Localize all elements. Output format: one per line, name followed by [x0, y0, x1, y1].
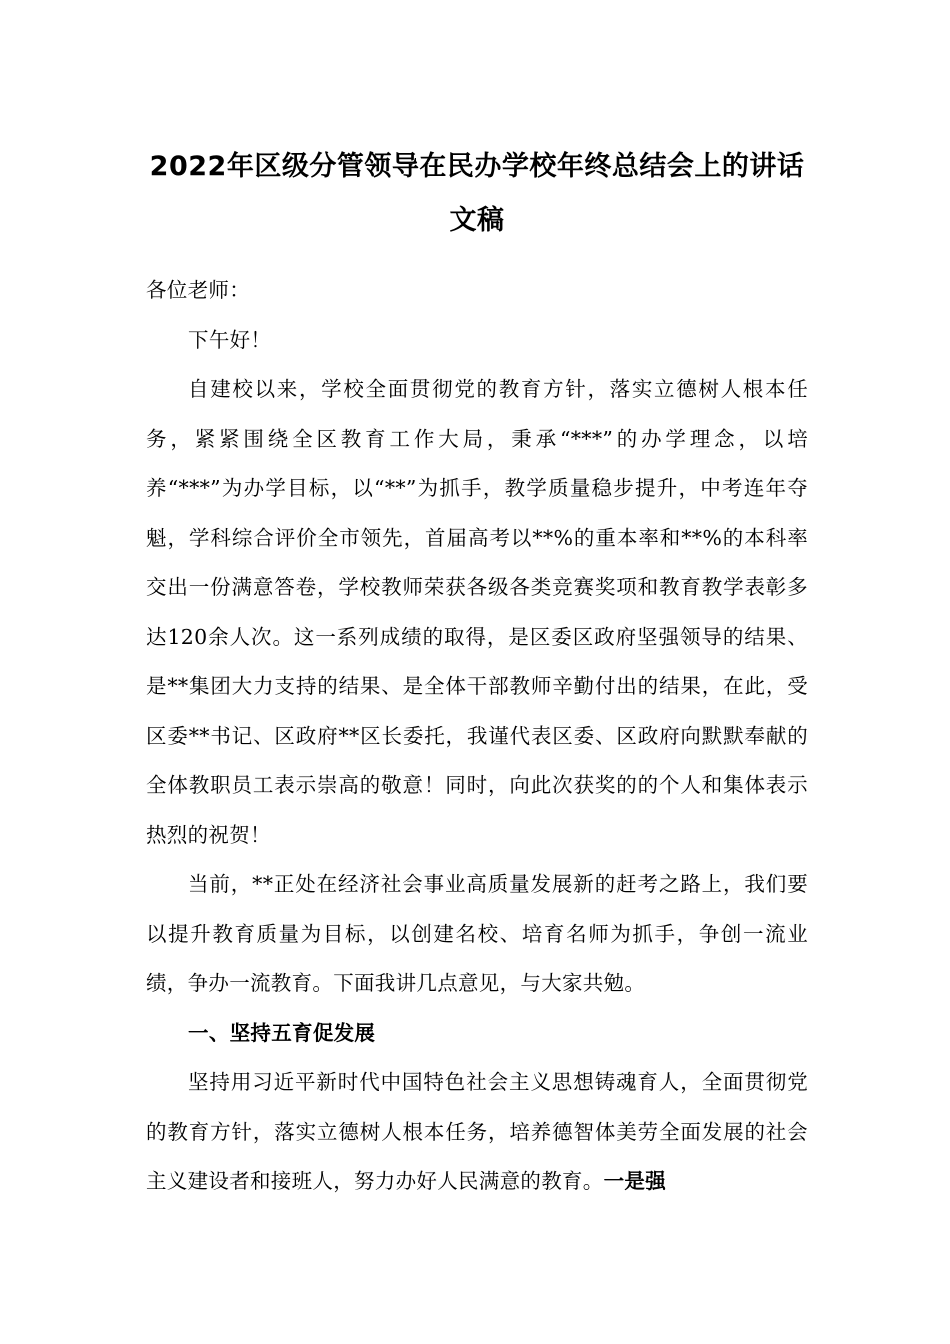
document-title: 2022年区级分管领导在民办学校年终总结会上的讲话文稿 — [149, 151, 805, 236]
paragraph-five-education-text: 坚持用习近平新时代中国特色社会主义思想铸魂育人，全面贯彻党的教育方针，落实立德树人根本任务，培养德智体美劳全面发展的社会主义建设者和接班人，努力办好人民满意的教育。 — [146, 1070, 808, 1193]
section-heading-five-education: 一、坚持五育促发展 — [188, 1020, 376, 1045]
document-body — [146, 266, 808, 1207]
paragraph-current-goals: 当前，**正处在经济社会事业高质量发展新的赶考之路上，我们要以提升教育质量为目标，以创建名校、培育名师为抓手，争创一流业绩，争办一流教育。下面我讲几点意见，与大家共勉。 — [146, 872, 808, 995]
paragraph-five-education-bold-tail: 一是强 — [603, 1169, 667, 1193]
paragraph-five-education — [146, 1058, 808, 1207]
greeting: 下午好！ — [188, 327, 272, 352]
salutation: 各位老师： — [146, 278, 250, 302]
document-page — [146, 140, 808, 1207]
paragraph-achievements: 自建校以来，学校全面贯彻党的教育方针，落实立德树人根本任务，紧紧围绕全区教育工作大局，秉承“***”的办学理念，以培养“***”为办学目标，以“**”为抓手，教学质量稳步提升，中考连年夺魁，学科综合评价全市领先，首届高考以**%的重本率和**%的本科率交出一份满意答卷，学校教师荣获各级各类竞赛奖项和教育教学表彰多达120余人次。这一系列成绩的取得，是区委区政府坚强领导的结果、是**集团大力支持的结果、是全体干部教师辛勤付出的结果，在此，受区委**书记、区政府**区长委托，我谨代表区委、区政府向默默奉献的全体教职员工表示崇高的敬意！同时，向此次获奖的的个人和集体表示热烈的祝贺！ — [146, 377, 808, 847]
